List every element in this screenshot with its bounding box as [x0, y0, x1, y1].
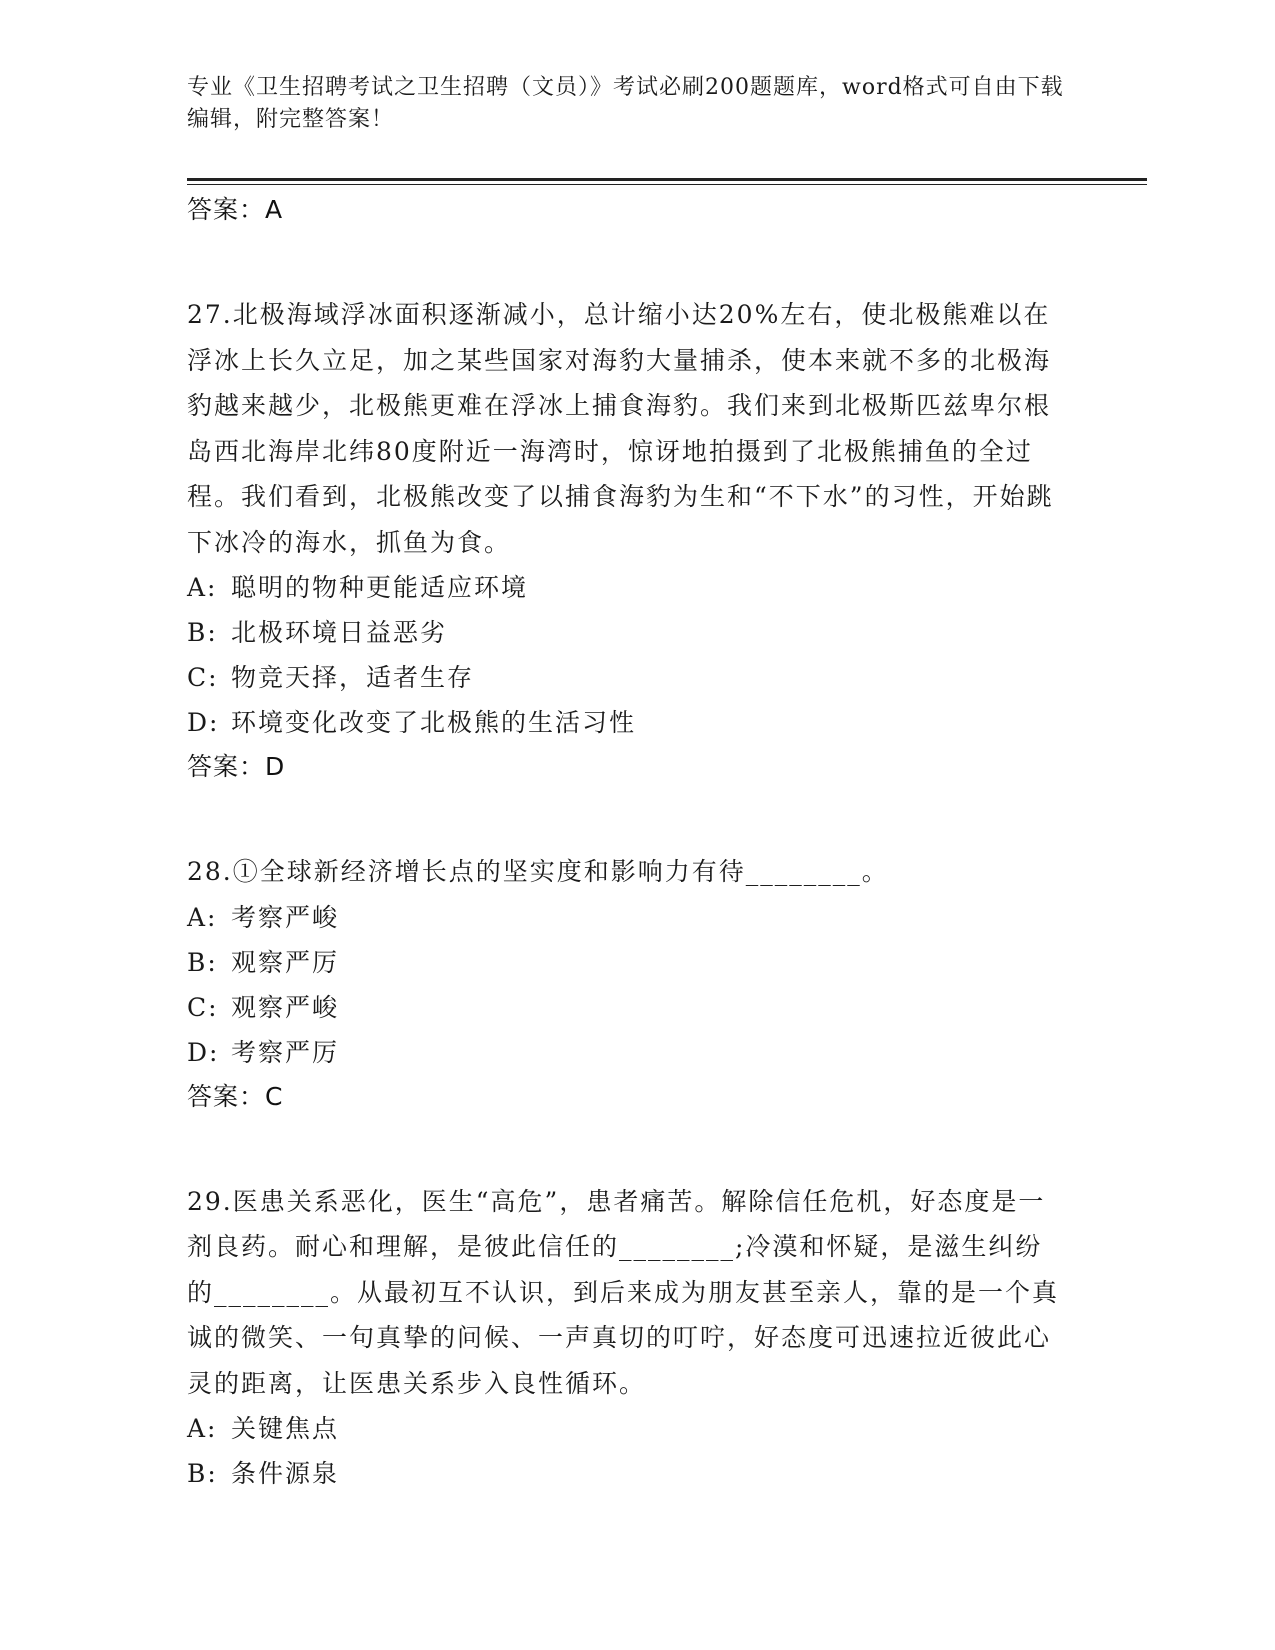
spacer: [187, 232, 1067, 292]
option-letter: D:: [187, 1037, 220, 1067]
option-text: 考察严峻: [231, 902, 340, 932]
option-letter: B:: [187, 618, 218, 647]
option-text: 关键焦点: [231, 1414, 340, 1443]
question-27-option-b[interactable]: [187, 610, 1067, 655]
option-text: 条件源泉: [231, 1459, 340, 1488]
option-text: 物竞天择，适者生存: [231, 663, 475, 692]
option-letter: C:: [187, 663, 219, 692]
option-letter: C:: [187, 992, 219, 1022]
option-letter: D:: [187, 708, 220, 737]
question-29-option-b[interactable]: [187, 1451, 1067, 1496]
option-text: 观察严厉: [231, 947, 340, 977]
spacer: [187, 1119, 1067, 1179]
option-letter: A:: [187, 1414, 218, 1443]
question-28-option-d[interactable]: [187, 1030, 1067, 1075]
option-letter: A:: [187, 902, 218, 932]
option-text: 聪明的物种更能适应环境: [231, 573, 529, 602]
question-28-option-c[interactable]: [187, 985, 1067, 1030]
option-text: 考察严厉: [231, 1037, 340, 1067]
option-letter: A:: [187, 573, 218, 602]
spacer: [187, 789, 1067, 849]
option-text: 北极环境日益恶劣: [231, 618, 448, 647]
option-letter: B:: [187, 1459, 218, 1488]
header-rule-thin: [187, 184, 1147, 185]
answer-q27: 答案：D: [187, 752, 286, 781]
question-27-option-c[interactable]: [187, 655, 1067, 700]
question-27-stem: 27.北极海域浮冰面积逐渐减小，总计缩小达20%左右，使北极熊难以在浮冰上长久立足，加之某些国家对海豹大量捕杀，使本来就不多的北极海豹越来越少，北极熊更难在浮冰上捕食海豹。我们来到北极斯匹兹卑尔根岛西北海岸北纬80度附近一海湾时，惊讶地拍摄到了北极熊捕鱼的全过程。我们看到，北极熊改变了以捕食海豹为生和“不下水”的习性，开始跳下冰冷的海水，抓鱼为食。: [187, 300, 1054, 557]
question-content: [187, 188, 1067, 1496]
question-28-stem: 28.①全球新经济增长点的坚实度和影响力有待________。: [187, 857, 889, 886]
answer-q26: 答案：A: [187, 195, 284, 224]
document-header: 专业《卫生招聘考试之卫生招聘（文员）》考试必刷200题题库，word格式可自由下载编辑，附完整答案！: [187, 75, 1064, 132]
header-rule-thick: [187, 178, 1147, 181]
question-28-option-b[interactable]: [187, 940, 1067, 985]
option-letter: B:: [187, 947, 218, 977]
option-text: 环境变化改变了北极熊的生活习性: [231, 708, 637, 737]
question-28-option-a[interactable]: [187, 895, 1067, 940]
answer-q28: 答案：C: [187, 1081, 284, 1111]
question-27-option-d[interactable]: [187, 700, 1067, 745]
question-29-option-a[interactable]: [187, 1406, 1067, 1451]
question-27-option-a[interactable]: [187, 565, 1067, 610]
option-text: 观察严峻: [231, 992, 340, 1022]
question-29-stem: 29.医患关系恶化，医生“高危”，患者痛苦。解除信任危机，好态度是一剂良药。耐心和理解，是彼此信任的________;冷漠和怀疑，是滋生纠纷的________。从最初互不认识，到后来成为朋友甚至亲人，靠的是一个真诚的微笑、一句真挚的问候、一声真切的叮咛，好态度可迅速拉近彼此心灵的距离，让医患关系步入良性循环。: [187, 1186, 1060, 1398]
